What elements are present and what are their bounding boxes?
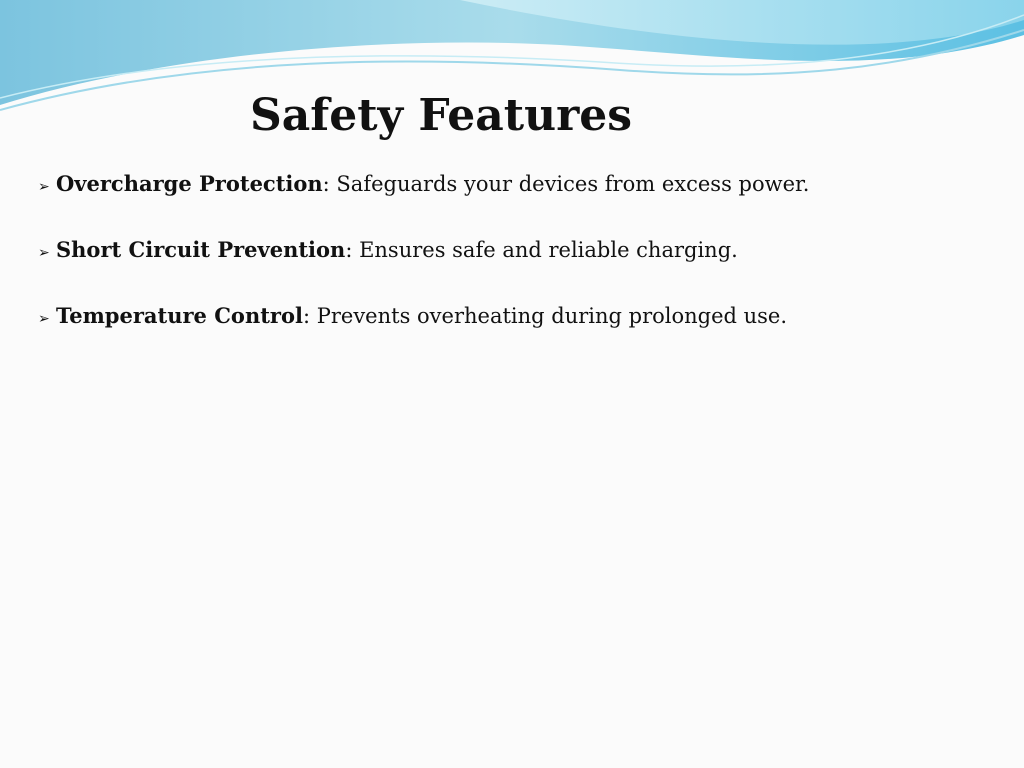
feature-list xyxy=(38,170,998,368)
list-item xyxy=(38,236,998,267)
feature-term: Short Circuit Prevention xyxy=(56,237,346,262)
feature-description: : Safeguards your devices from excess power. xyxy=(322,172,810,196)
slide-title: Safety Features xyxy=(250,90,633,141)
feature-term: Overcharge Protection xyxy=(56,171,323,196)
arrow-bullet-icon: ➢ xyxy=(38,311,50,327)
feature-term: Temperature Control xyxy=(56,303,303,328)
feature-description: : Ensures safe and reliable charging. xyxy=(345,238,738,262)
arrow-bullet-icon: ➢ xyxy=(38,179,50,195)
list-item xyxy=(38,170,998,201)
arrow-bullet-icon: ➢ xyxy=(38,245,50,261)
list-item xyxy=(38,302,998,333)
feature-description: : Prevents overheating during prolonged use. xyxy=(302,304,788,328)
